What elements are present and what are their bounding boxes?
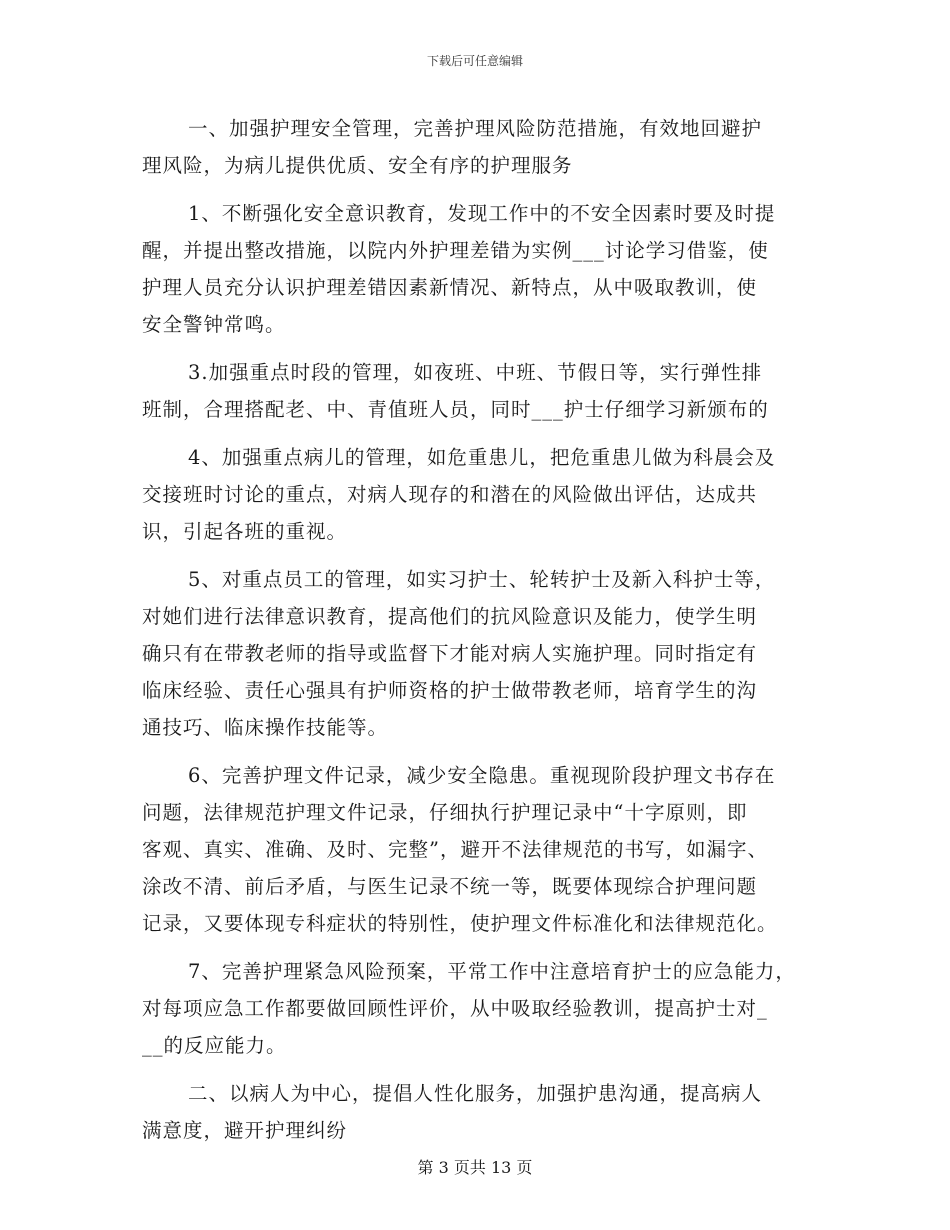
paragraph-line: 交接班时讨论的重点，对病人现存的和潜在的风险做出评估，达成共 [142,483,758,506]
paragraph-line: 记录，又要体现专科症状的特别性，使护理文件标准化和法律规范化。 [142,912,778,935]
paragraph [142,110,817,184]
paragraph [142,1075,817,1149]
paragraph-line: 二、以病人为中心，提倡人性化服务，加强护患沟通，提高病人 [188,1082,763,1105]
paragraph-line: 涂改不清、前后矛盾，与医生记录不统一等，既要体现综合护理问题 [142,875,758,898]
paragraph [142,757,817,942]
paragraph-line: __的反应能力。 [142,1034,287,1057]
paragraph-line: 对她们进行法律意识教育，提高他们的抗风险意识及能力，使学生明 [142,605,758,628]
paragraph-line: 6、完善护理文件记录，减少安全隐患。重视现阶段护理文书存在 [188,764,776,787]
paragraph [142,561,817,746]
paragraph-line: 一、加强护理安全管理，完善护理风险防范措施，有效地回避护 [188,117,763,140]
paragraph-line: 班制，合理搭配老、中、青值班人员，同时___护士仔细学习新颁布的 [142,398,769,421]
paragraph-line: 7、完善护理紧急风险预案，平常工作中注意培育护士的应急能力， [188,960,796,983]
paragraph-line: 安全警钟常鸣。 [142,313,286,336]
paragraph-line: 通技巧、临床操作技能等。 [142,716,389,739]
paragraph [142,953,817,1064]
page-header: 下载后可任意编辑 [426,54,523,68]
paragraph-line: 4、加强重点病儿的管理，如危重患儿，把危重患儿做为科晨会及 [188,446,776,469]
paragraph-line: 问题，法律规范护理文件记录，仔细执行护理记录中“十字原则，即 [142,801,748,824]
paragraph-line: 对每项应急工作都要做回顾性评价，从中吸取经验教训，提高护士对_ [142,997,768,1020]
paragraph-line: 5、对重点员工的管理，如实习护士、轮转护士及新入科护士等， [188,568,776,591]
document-body [142,110,817,1160]
paragraph-line: 临床经验、责任心强具有护师资格的护士做带教老师，培育学生的沟 [142,679,758,702]
paragraph-line: 理风险，为病儿提供优质、安全有序的护理服务 [142,154,573,177]
paragraph-line: 1、不断强化安全意识教育，发现工作中的不安全因素时要及时提 [188,202,776,225]
paragraph-line: 醒，并提出整改措施，以院内外护理差错为实例___讨论学习借鉴，使 [142,239,769,262]
paragraph [142,195,817,343]
paragraph-line: 识，引起各班的重视。 [142,520,348,543]
paragraph-line: 3.加强重点时段的管理，如夜班、中班、节假日等，实行弹性排 [188,361,763,384]
paragraph [142,354,817,428]
paragraph-line: 确只有在带教老师的指导或监督下才能对病人实施护理。同时指定有 [142,642,758,665]
paragraph-line: 客观、真实、准确、及时、完整”，避开不法律规范的书写，如漏字、 [142,838,768,861]
paragraph-line: 满意度，避开护理纠纷 [142,1119,348,1142]
paragraph [142,439,817,550]
page-footer: 第 3 页共 13 页 [417,1158,533,1177]
paragraph-line: 护理人员充分认识护理差错因素新情况、新特点，从中吸取教训，使 [142,276,758,299]
